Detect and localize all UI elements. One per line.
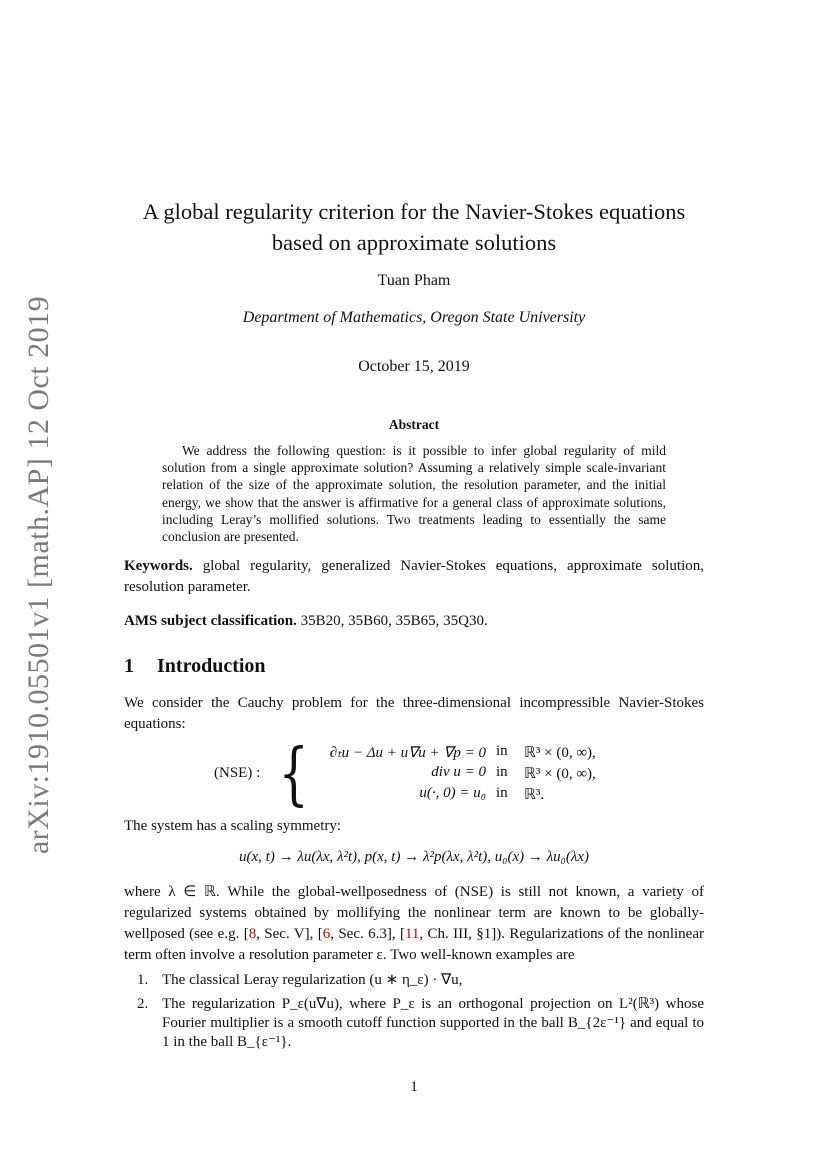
- title-line-2: based on approximate solutions: [271, 230, 557, 255]
- equation-in-1: in: [496, 743, 508, 759]
- equation-momentum: ∂ₜu − Δu + u∇u + ∇p = 0: [329, 745, 486, 761]
- left-brace: {: [278, 735, 309, 814]
- author: Tuan Pham: [377, 272, 451, 289]
- abstract-text: We address the following question: is it possible to infer global regularity of mild solution from a single approximate solution? Assuming a relatively simple scale-invariant relation of the size of the approximate solution, the resolution parameter, and the initial energy, we show that the answer is affirmative for a general class of approximate solutions, including Leray’s mollified solutions. Two treatments leading to essentially the same conclusion are presented.: [162, 443, 666, 545]
- arxiv-sidebar-stamp: [14, 295, 64, 855]
- equation-domain-3: ℝ³.: [524, 787, 545, 803]
- title-line-1: A global regularity criterion for the Navier-Stokes equations: [142, 199, 686, 224]
- section-heading: [124, 655, 266, 678]
- abstract-heading: Abstract: [388, 417, 440, 432]
- keywords-label: Keywords.: [124, 558, 193, 574]
- intro-paragraph: We consider the Cauchy problem for the three-dimensional incompressible Navier-Stokes equations:: [124, 695, 704, 732]
- citation-link[interactable]: 8: [248, 926, 257, 942]
- ams-label: AMS subject classification.: [124, 613, 297, 629]
- section-title: Introduction: [157, 655, 266, 677]
- equation-domain-1: ℝ³ × (0, ∞),: [524, 745, 596, 761]
- affiliation: Department of Mathematics, Oregon State University: [242, 309, 586, 326]
- nse-system: [124, 735, 704, 814]
- regularization-paragraph: where λ ∈ ℝ. While the global-wellposedness of (NSE) is still not known, a variety of regularized systems obtained by mollifying the nonlinear term are known to be globally-wellposed (see e.g. [8, Sec. V], [6, Sec. 6.3], [11, Ch. III, §1]). Regularizations of the nonlinear term often involve a resolution parameter ε. Two well-known examples are: [124, 884, 704, 963]
- citation-link[interactable]: 6: [322, 926, 331, 942]
- equation-domain-2: ℝ³ × (0, ∞),: [524, 766, 596, 782]
- page-number: 1: [410, 1079, 418, 1095]
- keywords-text: global regularity, generalized Navier-Stokes equations, approximate solution, resolution parameter.: [124, 558, 704, 595]
- ams-classification: [124, 611, 704, 632]
- equation-in-2: in: [496, 764, 508, 780]
- section-number: 1: [124, 655, 134, 677]
- nse-label: (NSE) :: [214, 765, 261, 781]
- arxiv-id: arXiv:1910.05501v1 [math.AP] 12 Oct 2019: [22, 295, 55, 855]
- scaling-intro: The system has a scaling symmetry:: [124, 818, 342, 834]
- citation-link[interactable]: 11: [404, 926, 420, 942]
- equation-divergence: div u = 0: [431, 764, 486, 780]
- ams-text: 35B20, 35B60, 35B65, 35Q30.: [300, 613, 488, 629]
- paper-title: [124, 196, 704, 258]
- keywords: [124, 556, 704, 598]
- equation-initial: u(·, 0) = u₀: [419, 785, 486, 801]
- equation-in-3: in: [496, 785, 508, 801]
- date: October 15, 2019: [358, 358, 470, 375]
- scaling-equation: u(x, t) → λu(λx, λ²t), p(x, t) → λ²p(λx, λ²t), u₀(x) → λu₀(λx): [239, 849, 589, 865]
